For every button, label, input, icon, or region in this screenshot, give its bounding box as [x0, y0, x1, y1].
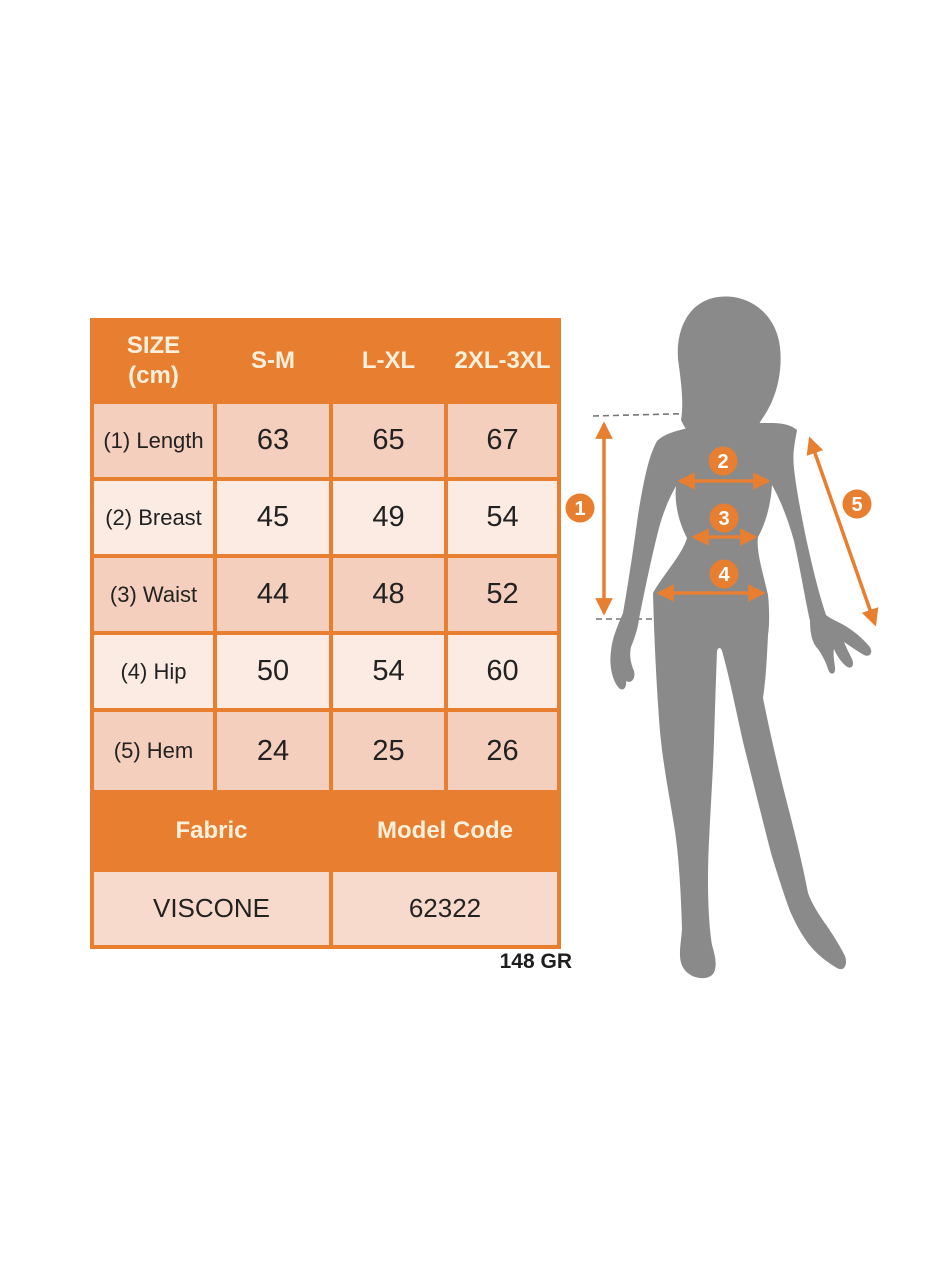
size-value-cell: 63: [215, 402, 331, 479]
marker-number-5: 5: [851, 494, 863, 516]
row-label: (4) Hip: [92, 633, 215, 710]
col-header-size-line1: SIZE: [126, 332, 181, 359]
model-code-header: Model Code: [331, 792, 559, 870]
size-value-cell: 25: [331, 710, 446, 792]
weight-note: 148 GR: [499, 950, 572, 973]
row-label: (2) Breast: [92, 479, 215, 556]
measurement-figure-svg: [560, 283, 900, 1003]
table-row-fabric-header: [92, 792, 559, 870]
table-row-waist: [92, 556, 559, 633]
size-value-cell: 49: [331, 479, 446, 556]
table-header-row: [92, 320, 559, 402]
marker-number-3: 3: [718, 508, 730, 530]
measurement-figure: [560, 283, 900, 1003]
size-value-cell: 24: [215, 710, 331, 792]
row-label: (3) Waist: [92, 556, 215, 633]
size-value-cell: 60: [446, 633, 559, 710]
col-header-size: [92, 320, 215, 402]
size-value-cell: 50: [215, 633, 331, 710]
size-value-cell: 52: [446, 556, 559, 633]
marker-number-1: 1: [574, 498, 586, 520]
row-label: (5) Hem: [92, 710, 215, 792]
table-row-hem: [92, 710, 559, 792]
size-value-cell: 26: [446, 710, 559, 792]
size-value-cell: 67: [446, 402, 559, 479]
col-header-lxl: L-XL: [331, 320, 446, 402]
size-value-cell: 44: [215, 556, 331, 633]
col-header-2xl3xl: 2XL-3XL: [446, 320, 559, 402]
size-value-cell: 54: [331, 633, 446, 710]
marker-number-4: 4: [718, 564, 730, 586]
table-row-fabric-values: [92, 870, 559, 947]
size-value-cell: 45: [215, 479, 331, 556]
model-code-value: 62322: [331, 870, 559, 947]
table-row-hip: [92, 633, 559, 710]
table-row-breast: [92, 479, 559, 556]
row-label: (1) Length: [92, 402, 215, 479]
measure-markers: [566, 447, 872, 589]
size-value-cell: 65: [331, 402, 446, 479]
fabric-value: VISCONE: [92, 870, 331, 947]
table-row-length: [92, 402, 559, 479]
body-silhouette: [610, 296, 871, 978]
size-value-cell: 48: [331, 556, 446, 633]
size-value-cell: 54: [446, 479, 559, 556]
size-table: [90, 318, 561, 949]
col-header-size-line2: (cm): [128, 362, 179, 389]
fabric-header: Fabric: [92, 792, 331, 870]
col-header-sm: S-M: [215, 320, 331, 402]
marker-number-2: 2: [717, 451, 729, 473]
